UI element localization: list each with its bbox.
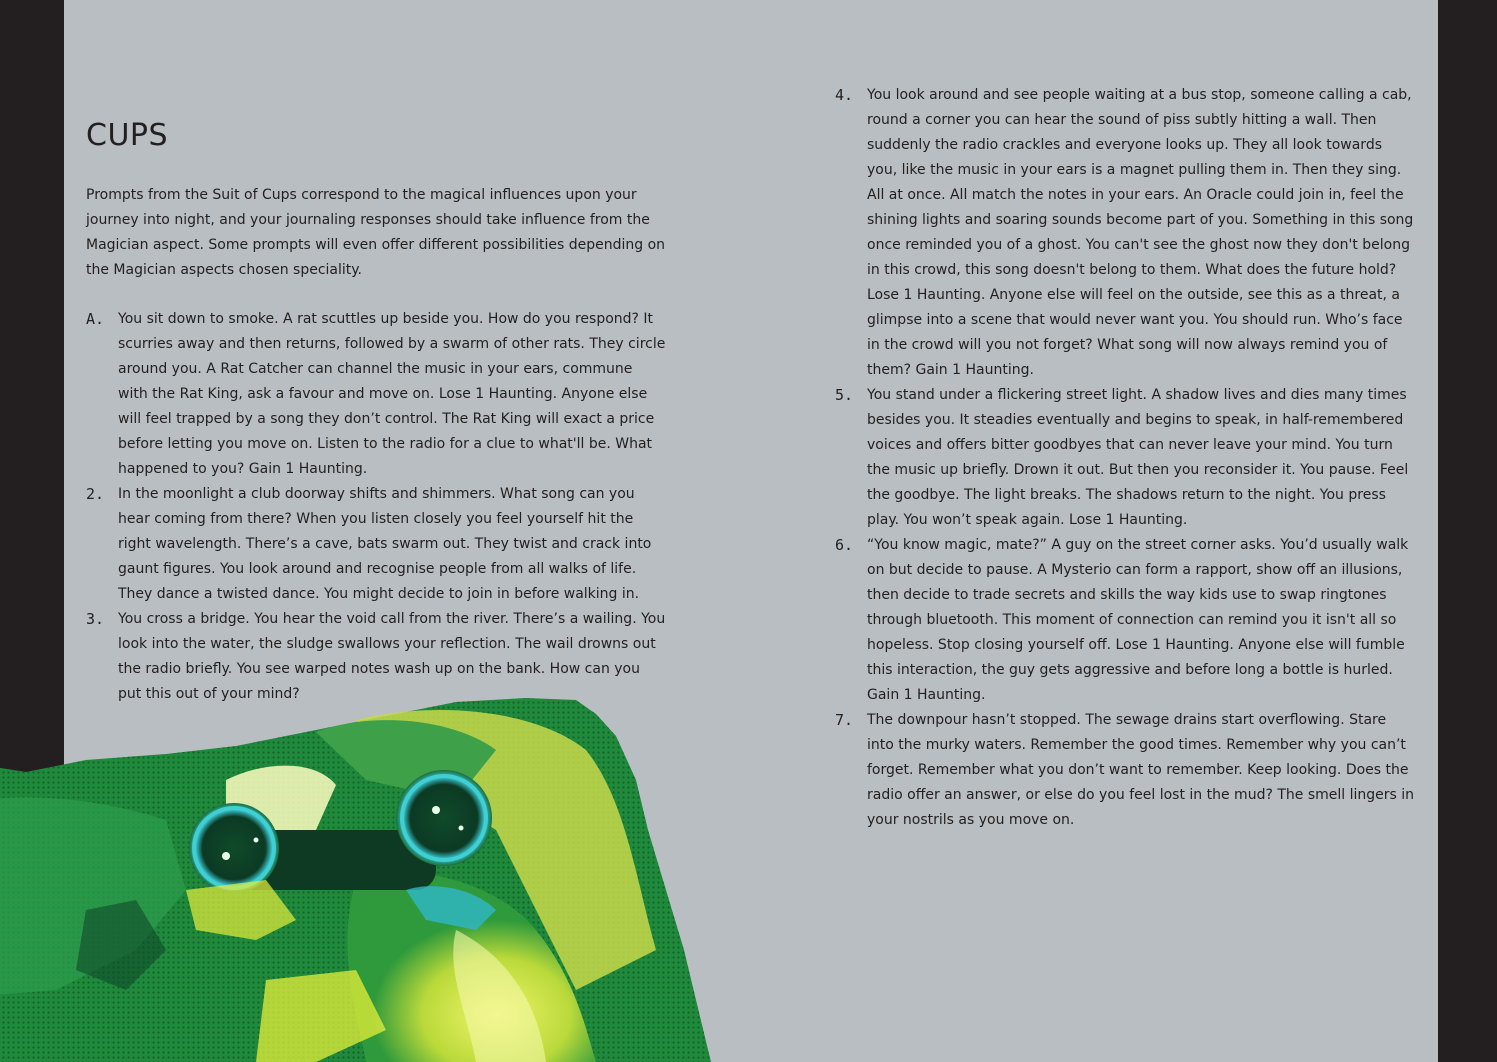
prompt-marker: 5.	[835, 386, 854, 404]
prompt-text: “You know magic, mate?” A guy on the street corner asks. You’d usually walk on but decide to pause. A Mysterio can form a rapport, show off an illusions, then decide to trade secrets and skills the way kids use to swap ringtones through bluetooth. This moment of connection can remind you it isn't all so hopeless. Stop closing yourself off. Lose 1 Haunting. Anyone else will fumble this interaction, the guy gets aggressive and before long a bottle is hurled. Gain 1 Haunting.	[867, 537, 1409, 703]
prompt-list-left	[86, 307, 666, 707]
prompt-text: In the moonlight a club doorway shifts and shimmers. What song can you hear coming from there? When you listen closely you feel yourself hit the right wavelength. There’s a cave, bats swarm out. They twist and crack into gaunt figures. You look around and recognise people from all walks of life. They dance a twisted dance. You might decide to join in before walking in.	[118, 486, 652, 602]
prompt-text: You look around and see people waiting at a bus stop, someone calling a cab, round a corner you can hear the sound of piss subtly hitting a wall. Then suddenly the radio crackles and everyone looks up. They all look towards you, like the music in your ears is a magnet pulling them in. Then they sing. All at once. All match the notes in your ears. An Oracle could join in, feel the shining lights and soaring sounds become part of you. Something in this song once reminded you of a ghost. You can't see the ghost now they don't belong in this crowd, this song doesn't belong to them. What does the future hold? Lose 1 Haunting. Anyone else will feel on the outside, see this as a threat, a glimpse into a scene that would never want you. You should run. Who’s face in the crowd will you not forget? What song will now always remind you of them? Gain 1 Haunting.	[867, 87, 1414, 378]
prompt-marker: 3.	[86, 610, 105, 628]
prompt-item	[835, 83, 1415, 383]
prompt-text: You stand under a flickering street light. A shadow lives and dies many times besides you. It steadies eventually and begins to speak, in half-remembered voices and offers bitter goodbyes that can never leave your mind. You turn the music up briefly. Drown it out. But then you reconsider it. You pause. Feel the goodbye. The light breaks. The shadows return to the night. You press play. You won’t speak again. Lose 1 Haunting.	[867, 387, 1409, 528]
prompt-list-right	[835, 83, 1415, 833]
prompt-item	[86, 482, 666, 607]
prompt-marker: 6.	[835, 536, 854, 554]
prompt-item	[835, 708, 1415, 833]
prompt-item	[835, 533, 1415, 708]
intro-paragraph: Prompts from the Suit of Cups correspond to the magical influences upon your journey into night, and your journaling responses should take influence from the Magician aspect. Some prompts will even offer different possibilities depending on the Magician aspects chosen speciality.	[86, 187, 666, 278]
prompt-text: The downpour hasn’t stopped. The sewage drains start overflowing. Stare into the murky waters. Remember the good times. Remember why you can’t forget. Remember what you don’t want to remember. Keep looking. Does the radio offer an answer, or else do you feel lost in the mud? The smell lingers in your nostrils as you move on.	[867, 712, 1415, 828]
prompt-marker: 7.	[835, 711, 854, 729]
section-title: CUPS	[86, 118, 169, 153]
prompt-item	[86, 307, 666, 482]
prompt-marker: 2.	[86, 485, 105, 503]
binoculars-photo	[0, 690, 716, 1062]
prompt-item	[835, 383, 1415, 533]
prompt-text: You sit down to smoke. A rat scuttles up beside you. How do you respond? It scurries away and then returns, followed by a swarm of other rats. They circle around you. A Rat Catcher can channel the music in your ears, commune with the Rat King, ask a favour and move on. Lose 1 Haunting. Anyone else will feel trapped by a song they don’t control. The Rat King will exact a price before letting you move on. Listen to the radio for a clue to what'll be. What happened to you? Gain 1 Haunting.	[118, 311, 666, 477]
prompt-marker: 4.	[835, 86, 854, 104]
prompt-text: You cross a bridge. You hear the void call from the river. There’s a wailing. You look into the water, the sludge swallows your reflection. The wail drowns out the radio briefly. You see warped notes wash up on the bank. How can you put this out of your mind?	[118, 611, 666, 702]
prompt-marker: A.	[86, 310, 105, 328]
